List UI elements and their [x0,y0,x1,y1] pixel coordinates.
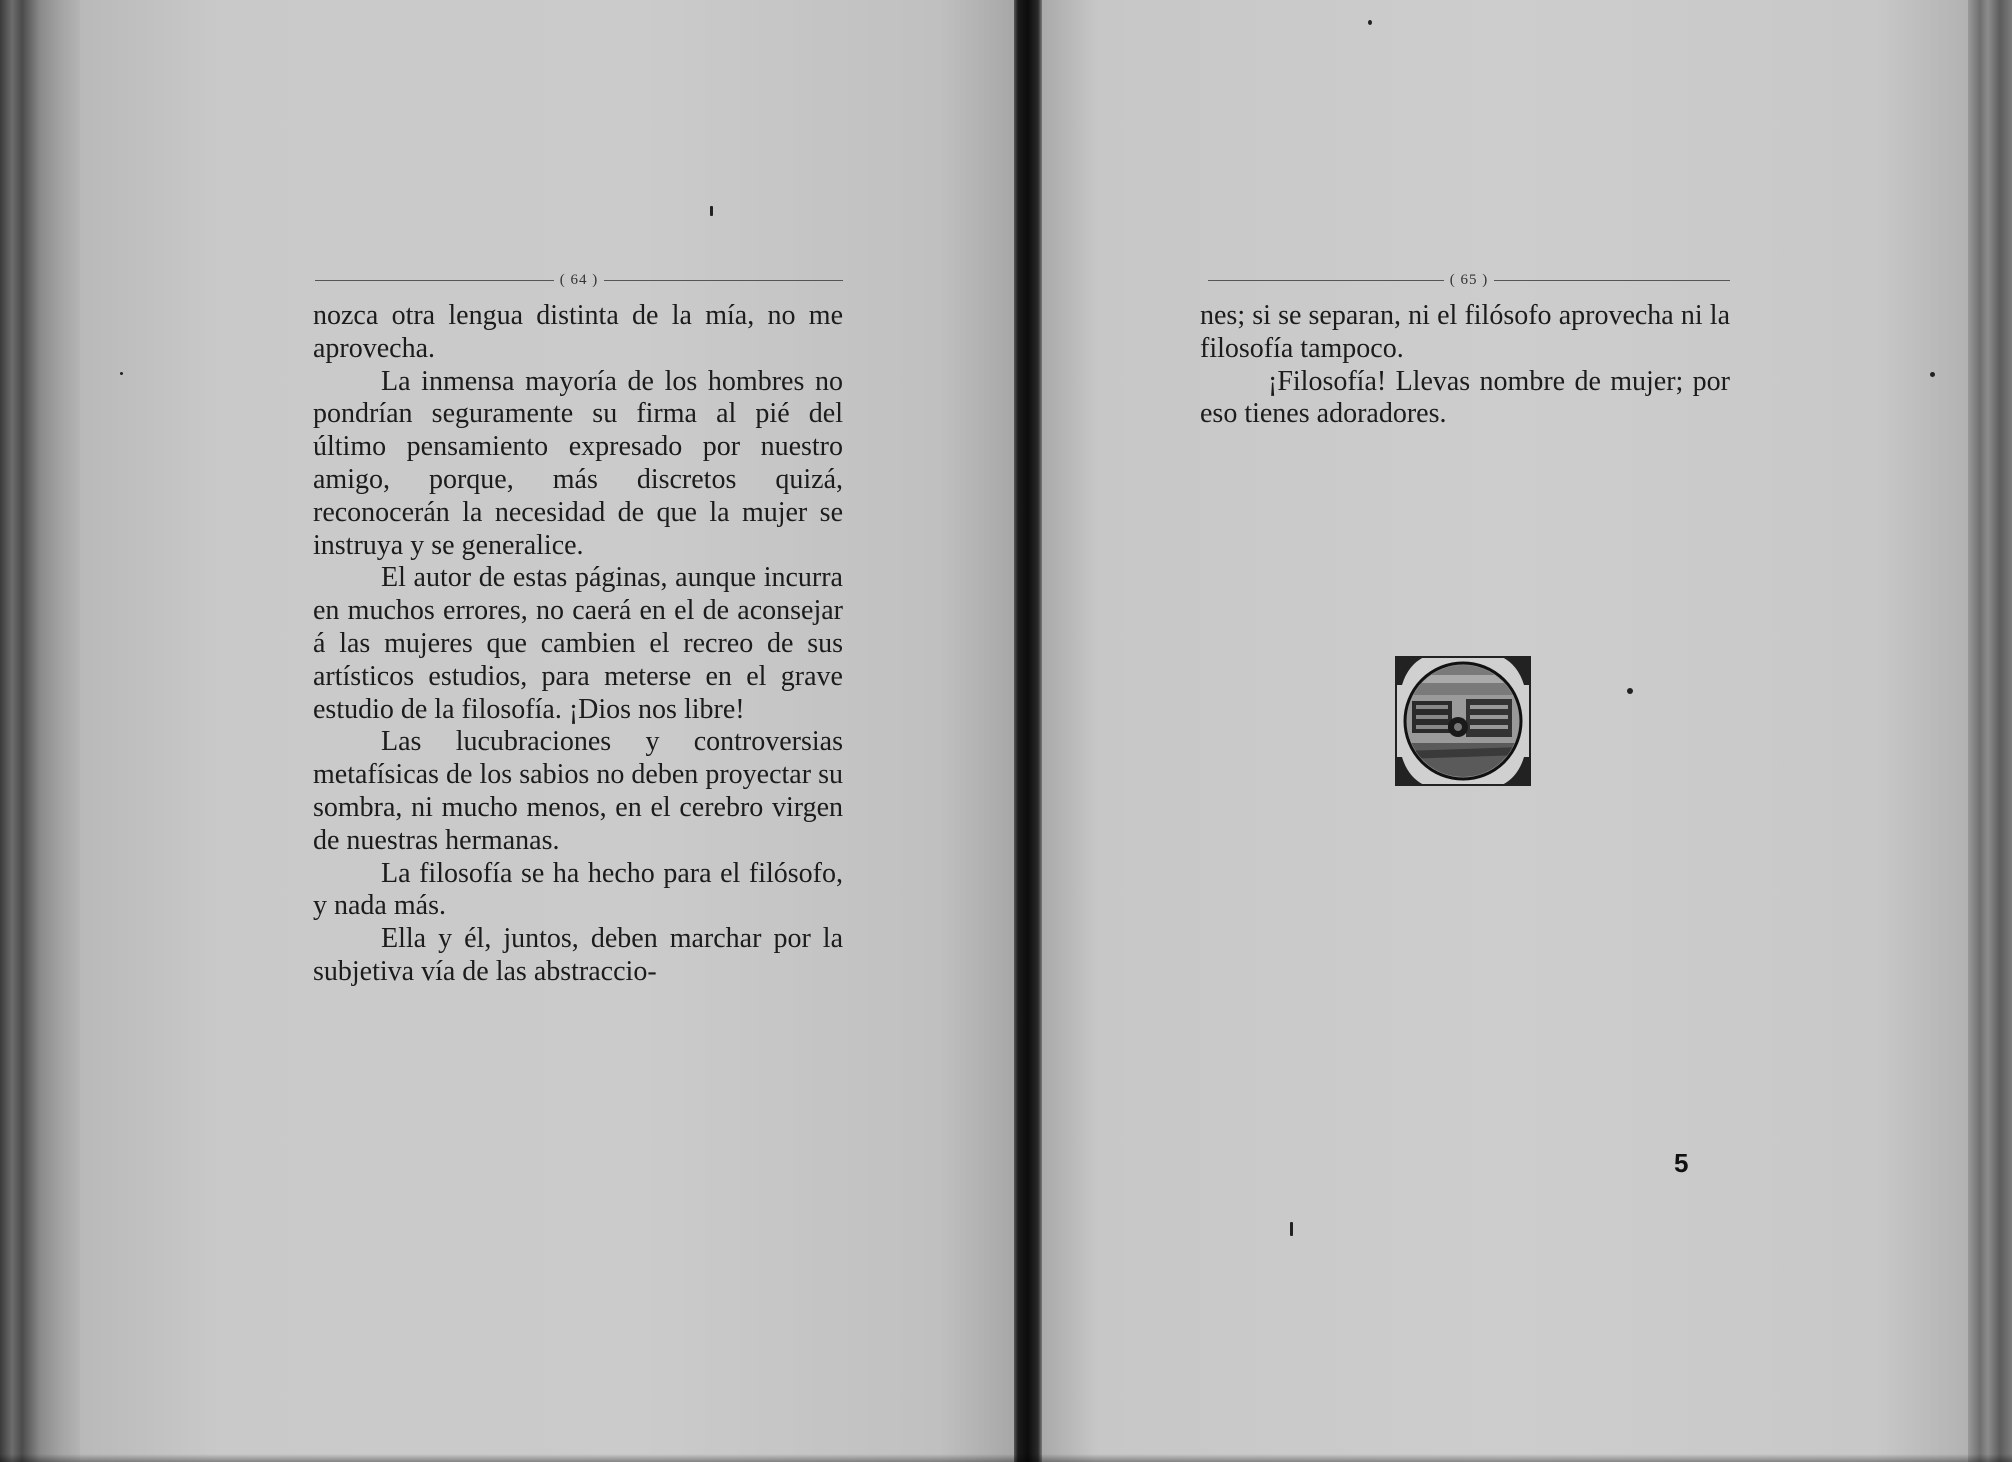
right-page-text [1200,300,1730,431]
right-page-number: ( 65 ) [1449,272,1489,288]
header-rule [315,280,554,281]
scan-speck [710,206,713,216]
scan-speck [1627,688,1633,694]
paragraph: La inmensa mayoría de los hombres no pondrían seguramente su firma al pié del último pensamiento expresado por nuestro amigo, porque, más discretos quizá, reconocerán la necesidad de que la mujer se instruya y se generalice. [313,365,843,561]
paragraph: nes; si se separan, ni el filósofo aprovecha ni la filosofía tampoco. [1200,300,1730,364]
paragraph: El autor de estas páginas, aunque incurra en muchos errores, no caerá en el de aconsejar á las mujeres que cambien el recreo de sus artísticos estudios, para meterse en el grave estudio de la filosofía. ¡Dios nos libre! [313,562,843,725]
signature-mark: 5 [1674,1148,1689,1178]
left-page-text [313,300,843,989]
scan-speck [120,372,123,375]
vignette-engraving-icon [1394,655,1532,787]
left-page-header [315,272,843,289]
left-page-number: ( 64 ) [559,272,599,288]
paragraph: Ella y él, juntos, deben marchar por la subjetiva vía de las abstraccio- [313,923,843,987]
paragraph: ¡Filosofía! Llevas nombre de mujer; por eso tienes adoradores. [1200,365,1730,430]
left-page-edges [0,0,80,1462]
paragraph: nozca otra lengua distinta de la mía, no me aprovecha. [313,300,843,364]
header-rule [1208,280,1444,281]
paragraph: La filosofía se ha hecho para el filósofo, y nada más. [313,857,843,922]
scan-speck [1930,372,1935,377]
scan-speck [1290,1222,1293,1236]
scan-speck [1368,20,1372,25]
book-gutter [1014,0,1042,1462]
header-rule [1494,280,1730,281]
right-page-edges [1968,0,2012,1462]
bottom-shadow [0,1454,2012,1462]
header-rule [604,280,843,281]
right-page-header [1208,272,1730,289]
paragraph: Las lucubraciones y controversias metafísicas de los sabios no deben proyectar su sombra, ni mucho menos, en el cerebro virgen de nuestras hermanas. [313,726,843,856]
